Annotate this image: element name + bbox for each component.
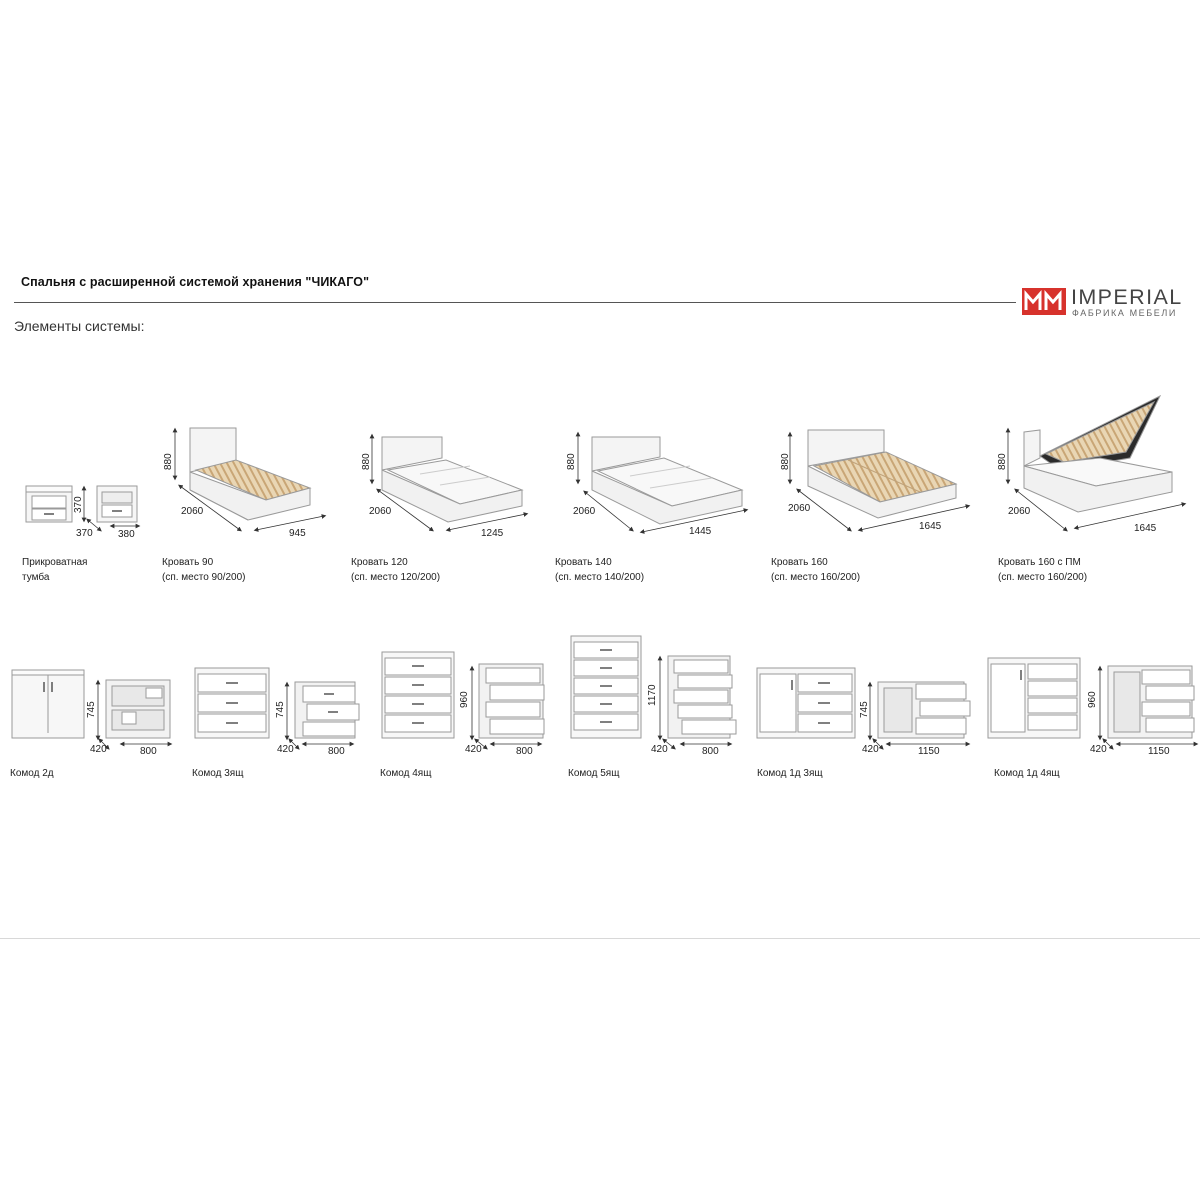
bottom-divider [0,938,1200,939]
dimension-depth: 420 [465,744,482,755]
product-caption: Комод 3ящ [192,768,244,779]
dimension-height: 1170 [647,684,658,706]
product-caption: Комод 4ящ [380,768,432,779]
dimension-depth: 2060 [573,506,596,517]
logo-brand-name: IMPERIAL [1071,285,1183,309]
dimension-depth: 2060 [181,506,204,517]
product-caption: Комод 5ящ [568,768,620,779]
product-caption: Кровать 90 (сп. место 90/200) [162,557,246,583]
dimension-height: 880 [780,453,791,470]
dimension-width: 1150 [918,746,940,757]
dimension-width: 800 [328,746,345,757]
dimension-depth: 420 [651,744,668,755]
bed-160-lift-illustration [1024,396,1172,512]
product-caption: Комод 1д 4ящ [994,768,1060,779]
dimension-height: 960 [1087,691,1098,708]
product-caption: Кровать 160 с ПМ (сп. место 160/200) [998,557,1088,583]
dimension-depth: 420 [862,744,879,755]
dimension-width: 800 [140,746,157,757]
dimension-depth: 420 [1090,744,1107,755]
dimension-width: 1445 [689,526,712,537]
dimension-width: 1645 [1134,523,1157,534]
dimension-height: 880 [566,453,577,470]
dimension-height: 745 [859,701,870,718]
dimension-height: 880 [361,453,372,470]
document-title: Спальня с расширенной системой хранения "ЧИКАГО" [21,275,370,289]
dimension-depth: 2060 [1008,506,1031,517]
product-caption: Кровать 160 (сп. место 160/200) [771,557,861,583]
dimension-height: 880 [163,453,174,470]
dimension-height: 370 [73,496,84,513]
dimension-height: 745 [86,701,97,718]
dimension-height: 960 [459,691,470,708]
logo-tagline: ФАБРИКА МЕБЕЛИ [1072,308,1177,318]
dimension-height: 745 [275,701,286,718]
dimension-depth: 370 [76,528,93,539]
dimension-width: 800 [702,746,719,757]
dimension-height: 880 [997,453,1008,470]
bed-140-illustration [592,437,742,524]
product-caption: Прикроватная тумба [22,557,88,583]
dimension-depth: 2060 [369,506,392,517]
dimension-width: 1150 [1148,746,1170,757]
section-subtitle: Элементы системы: [14,318,145,334]
dimension-depth: 2060 [788,503,811,514]
product-caption: Комод 2д [10,768,54,779]
dimension-width: 1645 [919,521,942,532]
dimension-depth: 420 [90,744,107,755]
product-caption: Кровать 120 (сп. место 120/200) [351,557,441,583]
bed-160-illustration [808,430,956,518]
bed-120-illustration [382,437,522,522]
dimension-width: 945 [289,528,306,539]
product-caption: Кровать 140 (сп. место 140/200) [555,557,645,583]
product-caption: Комод 1д 3ящ [757,768,823,779]
dimension-depth: 420 [277,744,294,755]
dimension-width: 1245 [481,528,504,539]
dimension-width: 800 [516,746,533,757]
dimension-width: 380 [118,529,135,540]
